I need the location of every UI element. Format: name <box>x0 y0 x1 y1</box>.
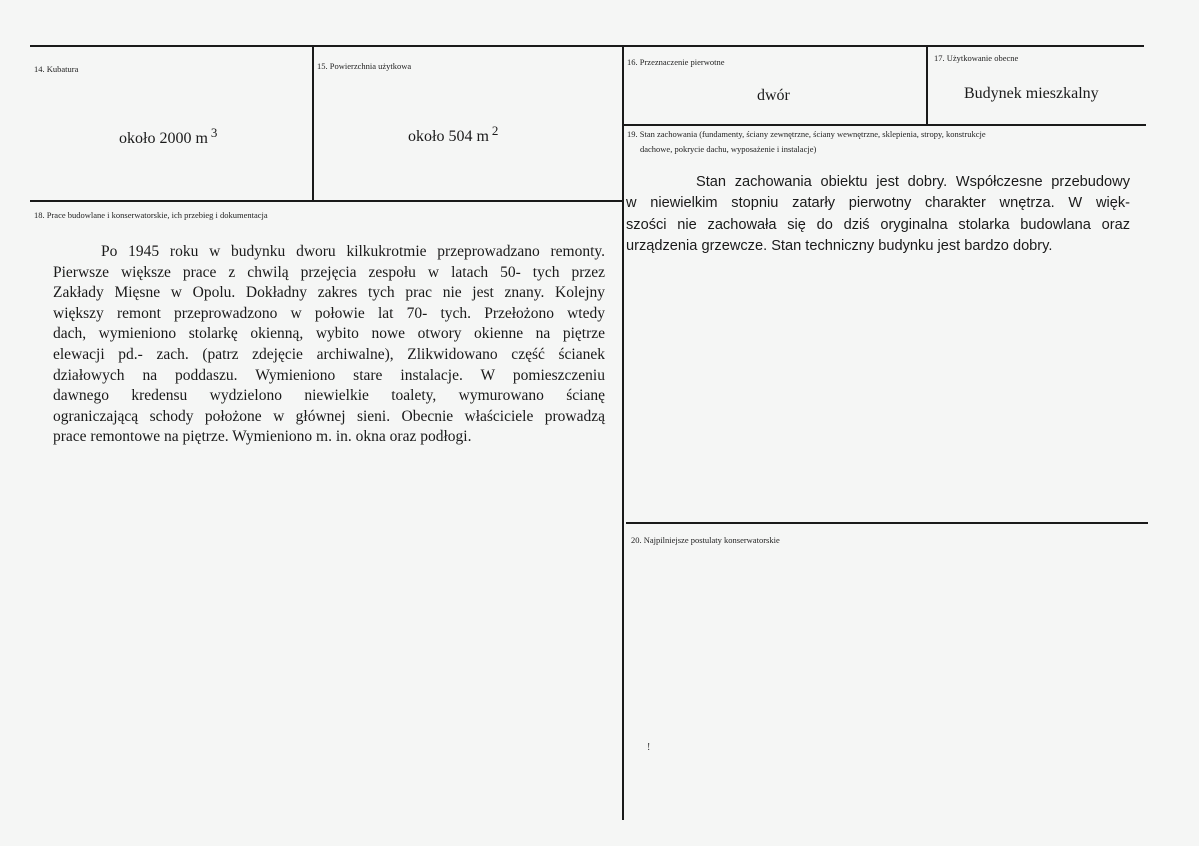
text-line: Stan zachowania obiektu jest dobry. Współczesne przebudowy <box>696 174 1130 190</box>
text-line: większy remont przeprowadzono w połowie lat 70- tych. Przełożono wtedy <box>53 304 605 322</box>
text-line: dach, wymieniono stolarkę okienną, wybito nowe otwory okienne na piętrze <box>53 325 605 343</box>
label-stan-zachowania-2: dachowe, pokrycie dachu, wyposażenie i instalacje) <box>640 144 817 154</box>
text-line: Po 1945 roku w budynku dworu kilkukrotmie przeprowadzano remonty. <box>101 243 605 260</box>
text-line: dawnego kredensu wydzielono niewielkie toalety, wymurowano ścianę <box>53 387 605 405</box>
value-kubatura-unit: 3 <box>210 125 218 140</box>
rule-above-postulaty <box>626 522 1148 524</box>
text-prace-budowlane <box>53 242 605 448</box>
rule-under-przeznaczenie <box>622 124 1146 126</box>
vline-14-15 <box>312 46 314 202</box>
top-rule <box>30 45 1144 47</box>
text-line: działowych na poddaszu. Wymieniono stare instalacje. W pomieszczeniu <box>53 366 605 384</box>
value-kubatura <box>119 125 217 148</box>
vline-16-17 <box>926 46 928 126</box>
value-uzytkowanie: Budynek mieszkalny <box>964 85 1099 102</box>
vline-center <box>622 46 624 820</box>
text-stan-zachowania <box>626 172 1130 258</box>
label-uzytkowanie: 17. Użytkowanie obecne <box>934 53 1019 63</box>
label-powierzchnia: 15. Powierzchnia użytkowa <box>317 61 412 71</box>
label-prace-budowlane: 18. Prace budowlane i konserwatorskie, ich przebieg i dokumentacja <box>34 210 268 220</box>
text-line: ograniczającą schody położone w głównej sieni. Obecnie właściciele prowadzą <box>53 407 605 425</box>
text-line: elewacji pd.- zach. (patrz zdejęcie archiwalne), Zlikwidowano część ścianek <box>53 345 605 363</box>
text-line: szości nie zachowała się do dziś oryginalna stolarka budowlana oraz <box>626 216 1130 233</box>
label-postulaty: 20. Najpilniejsze postulaty konserwatorskie <box>631 535 780 545</box>
value-kubatura-text: około 2000 m <box>119 130 208 147</box>
label-stan-zachowania-1: 19. Stan zachowania (fundamenty, ściany zewnętrzne, ściany wewnętrzne, sklepienia, stropy, konstrukcje <box>627 129 986 139</box>
value-przeznaczenie: dwór <box>757 87 790 104</box>
label-kubatura: 14. Kubatura <box>34 64 79 74</box>
text-line: w niewielkim stopniu zatarły pierwotny charakter wnętrza. W więk- <box>626 195 1130 212</box>
text-line: Zakłady Mięsne w Opolu. Dokładny zakres tych prac nie jest znany. Kolejny <box>53 284 605 302</box>
rule-under-kubatura <box>30 200 623 202</box>
value-powierzchnia-unit: 2 <box>491 123 499 138</box>
text-line: Pierwsze większe prace z chwilą przejęcia zespołu w latach 50- tych przez <box>53 263 605 281</box>
value-powierzchnia-text: około 504 m <box>408 128 489 145</box>
label-przeznaczenie: 16. Przeznaczenie pierwotne <box>627 57 725 67</box>
text-line: prace remontowe na piętrze. Wymieniono m. in. okna oraz podłogi. <box>53 428 472 446</box>
value-powierzchnia <box>408 123 498 146</box>
text-line: urządzenia grzewcze. Stan techniczny budynku jest bardzo dobry. <box>626 238 1053 255</box>
stray-dot: ! <box>647 742 651 753</box>
